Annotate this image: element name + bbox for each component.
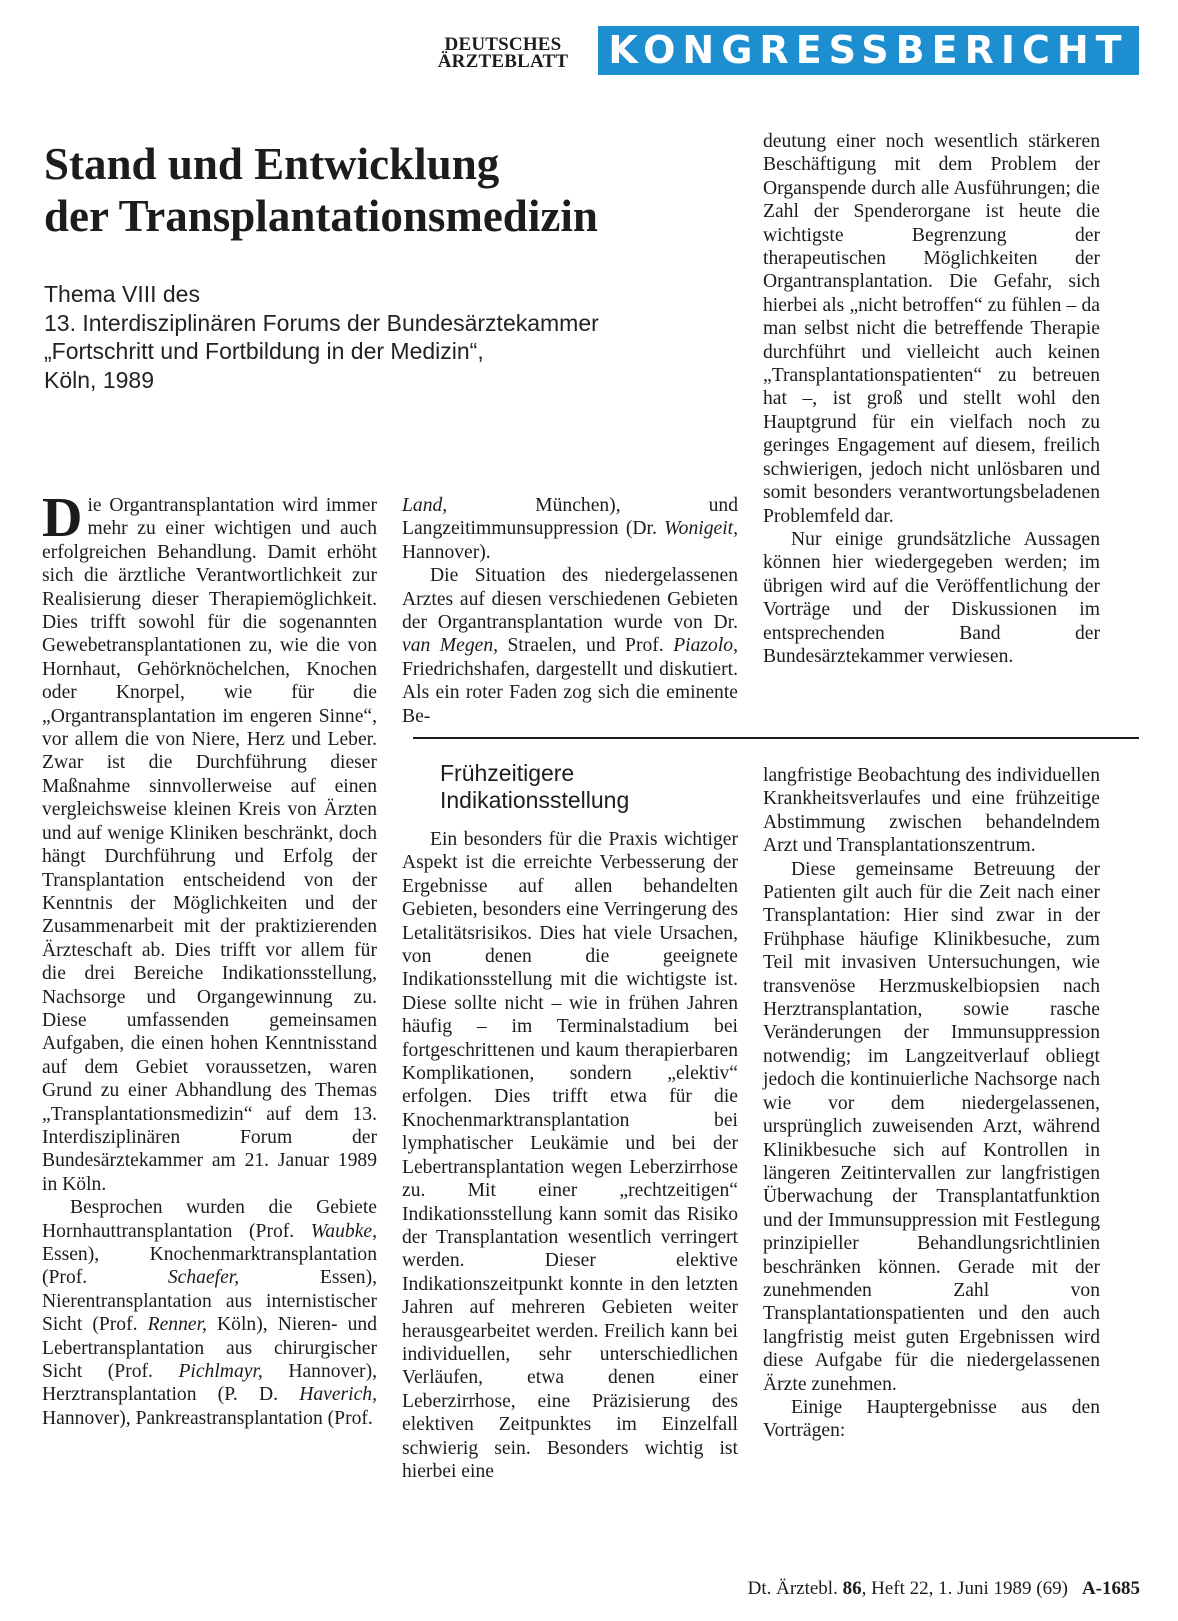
speaker-name: Renner, [147,1314,207,1336]
speaker-name: van Megen, [402,635,499,657]
speaker-name: Schaefer, [167,1267,240,1289]
organ-donation-paragraph: deutung einer noch wesentlich stärkeren Beschäftigung mit dem Problem der Organspende durch alle Ausführungen; die Zahl der Spenderorgane ist heute die wichtigste Begrenzung der therapeutischen Möglichkeiten der Organtransplantation. Die Gefahr, sich hierbei als „nicht betroffen“ zu fühlen – da man selbst nicht die betreffende Therapie durchführt und vielleicht auch keinen „Transplantationspatienten“ zu betreuen hat –, ist groß und stellt wohl den Hauptgrund für ein vielfach noch zu geringes Engagement auf diesem, freilich schwierigen, jedoch nicht unlösbaren und somit besonders verantwortungsbeladenen Problemfeld dar. [763,131,1100,527]
results-intro-paragraph: Einige Hauptergebnisse aus den Vorträgen: [763,1396,1100,1442]
text-column-2 [402,494,738,728]
speaker-name: Land, [402,495,448,516]
journal-name: Dt. Ärztebl. [747,1578,843,1599]
situation-paragraph: Die Situation des niedergelassenen Arztes auf diesen verschiedenen Gebieten der Organtransplantation wurde von Dr. van Megen, Straelen, und Prof. Piazolo, Friedrichshafen, dargestellt und diskutiert. Als ein roter Faden zog sich die eminente Be- [402,565,738,727]
article-subtitle [44,280,744,394]
speaker-name: Wonigeit, [664,518,738,540]
page-footer [620,1578,1140,1600]
text-column-3 [763,130,1100,668]
section-column-right [763,764,1100,1443]
journal-logo [418,36,588,70]
section-column-left [402,828,738,1483]
intro-paragraph [42,487,377,1196]
subtitle-line-1: Thema VIII des [44,281,200,307]
drop-cap: D [42,487,83,549]
logo-line-2: ÄRZTEBLATT [437,51,569,72]
speaker-name: Piazolo, [673,635,738,657]
speaker-name: Pichlmayr, [178,1361,263,1383]
observation-paragraph: langfristige Beobachtung des individuellen Krankheitsverlaufes und eine frühzeitige Abstimmung zwischen behandelndem Arzt und Transplantationszentrum. [763,765,1100,857]
publication-note-paragraph: Nur einige grundsätzliche Aussagen können hier wiedergegeben werden; im übrigen wird auf die Veröffentlichung der Vorträge und der Diskussionen im entsprechenden Band der Bundesärztekammer verwiesen. [763,528,1100,667]
speaker-name: Haverich, [299,1384,377,1406]
article-title [44,138,744,242]
page-number: A-1685 [1081,1578,1140,1599]
speakers-paragraph: Besprochen wurden die Gebiete Hornhauttransplantation (Prof. Waubke, Essen), Knochenmarktransplantation (Prof. Schaefer, Essen), Nierentransplantation aus internistischer Sicht (Prof. Renner, Köln), Nieren- und Lebertransplantation aus chirurgischer Sicht (Prof. Pichlmayr, Hannover), Herztransplantation (P. D. Haverich, Hannover), Pankreastransplantation (Prof. [42,1197,377,1429]
title-line-1: Stand und Entwicklung [44,139,500,189]
speaker-name: Waubke, [310,1220,377,1242]
issue-info: , Heft 22, 1. Juni 1989 (69) [861,1578,1068,1599]
aftercare-paragraph: Diese gemeinsame Betreuung der Patienten gilt auch für die Zeit nach einer Transplantation: Hier sind zwar in der Frühphase häufige Klinikbesuche, zum Teil mit invasiven Untersuchungen, wie transvenöse Herzmuskelbiopsien nach Herztransplantation, sowie rasche Veränderungen der Immunsuppression notwendig; im Langzeitverlauf obliegt jedoch die kontinuierliche Nachsorge nach wie vor dem niedergelassenen, ursprünglich zuweisenden Arzt, während Klinikbesuche sich auf Kontrollen in längeren Zeitintervallen zur langfristigen Überwachung der Transplantatfunktion und der Immunsuppression mit Festlegung prinzipieller Behandlungsrichtlinien beschränken können. Gerade mit der zunehmenden Zahl von Transplantationspatienten und den auch langfristig meist guten Ergebnissen wird diese Aufgabe für die niedergelassenen Ärzte zunehmen. [763,858,1100,1395]
volume-number: 86 [842,1578,862,1599]
heading-line-1: Frühzeitigere [440,760,575,786]
subtitle-line-3: „Fortschritt und Fortbildung in der Medizin“, [44,338,484,364]
logo-line-1: DEUTSCHES [444,34,562,55]
title-line-2: der Transplantationsmedizin [44,191,598,241]
speakers-continued: Land, München), und Langzeitimmunsuppression (Dr. Wonigeit, Hannover). [402,495,738,563]
intro-text: ie Organtransplantation wird immer mehr zu einer wichtigen und auch erfolgreichen Behandlung. Damit erhöht sich die ärztliche Verantwortlichkeit zur Realisierung dieser Therapiemöglichkeit. Dies trifft sowohl für die sogenannten Gewebetransplantationen zu, wie die von Hornhaut, Gehörknöchelchen, Knochen oder Knorpel, wie für die „Organtransplantation im engeren Sinne“, vor allem die von Niere, Herz und Leber. Zwar ist die Durchführung dieser Maßnahme sinnvollerweise auf einen vergleichsweise kleinen Kreis von Ärzten und auf wenige Kliniken beschränkt, doch hängt Durchführung und Erfolg der Transplantation entscheidend von der Kenntnis der Möglichkeiten und der Zusammenarbeit mit der praktizierenden Ärzteschaft ab. Dies trifft vor allem für die drei Bereiche Indikationsstellung, Nachsorge und Organgewinnung zu. Diese umfassenden gemeinsamen Aufgaben, die einen hohen Kenntnisstand auf dem Gebiet voraussetzen, waren Grund zu einer Abhandlung des Themas „Transplantationsmedizin“ auf dem 13. Interdisziplinären Forum der Bundesärztekammer am 21. Januar 1989 in Köln. [42,495,377,1195]
section-banner: KONGRESSBERICHT [598,26,1139,75]
section-heading [440,760,770,814]
indication-paragraph: Ein besonders für die Praxis wichtiger Aspekt ist die erreichte Verbesserung der Ergebnisse auf allen behandelten Gebieten, besonders eine Verringerung des Letalitätsrisikos. Dies hat viele Ursachen, von denen die geeignete Indikationsstellung mit die wichtigste ist. Diese sollte nicht – wie in frühen Jahren häufig – im Terminalstadium bei fortgeschrittenen und kaum therapierbaren Komplikationen, sondern „elektiv“ erfolgen. Dies trifft etwa für die Knochenmarktransplantation bei lymphatischer Leukämie und bei der Lebertransplantation wegen Leberzirrhose zu. Mit einer „rechtzeitigen“ Indikationsstellung kann somit das Risiko der Transplantation wesentlich verringert werden. Dieser elektive Indikationszeitpunkt konnte in den letzten Jahren auf mehreren Gebieten weiter herausgearbeitet werden. Freilich kann bei individuellen, sehr unterschiedlichen Verläufen, etwa denen einer Leberzirrhose, eine Präzisierung des elektiven Zeitpunktes im Einzelfall schwierig sein. Besonders wichtig ist hierbei eine [402,829,738,1482]
heading-line-2: Indikationsstellung [440,787,630,813]
subtitle-line-4: Köln, 1989 [44,366,154,393]
text-column-1 [42,487,377,1430]
section-divider [413,737,1139,739]
subtitle-line-2: 13. Interdisziplinären Forums der Bundesärztekammer [44,309,599,336]
